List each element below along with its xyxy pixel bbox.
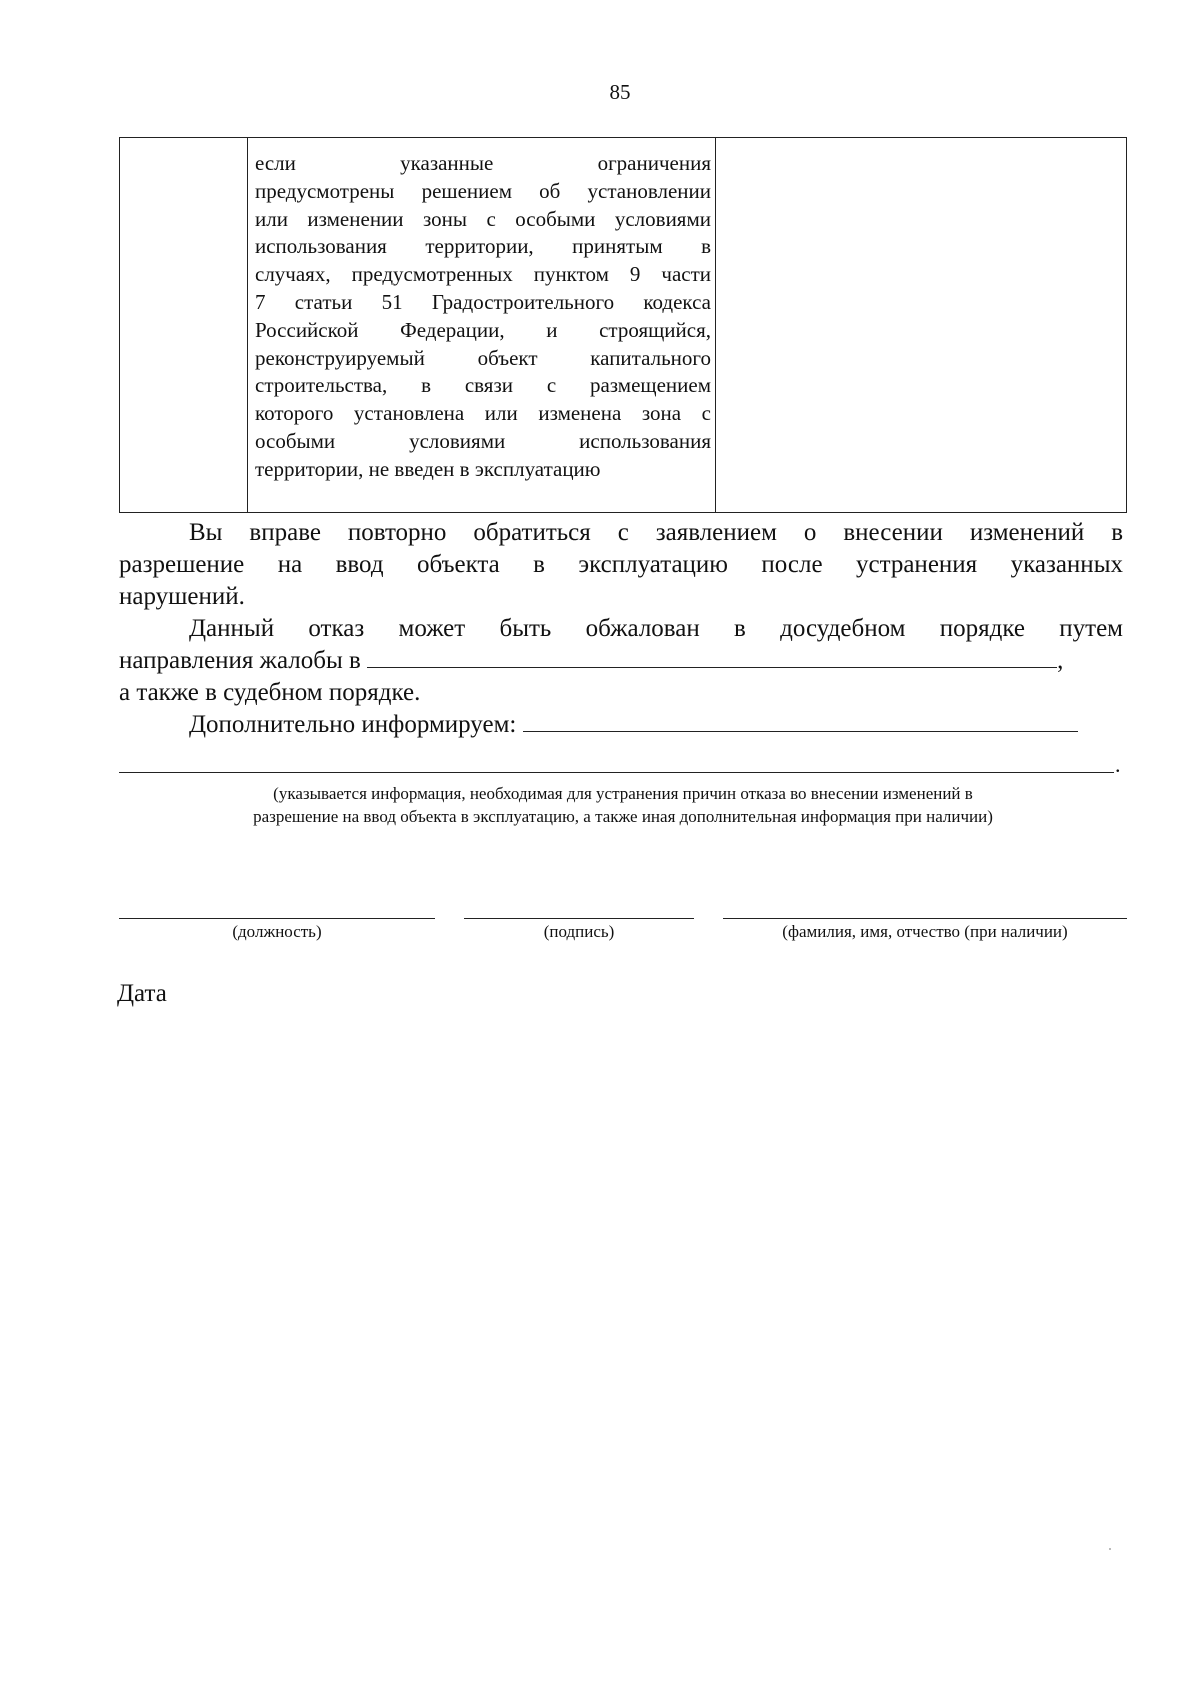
paragraph-line [119, 645, 1123, 677]
cell-line: Российской Федерации, и строящийся, [255, 317, 711, 342]
additional-info-full-line[interactable] [119, 772, 1114, 773]
cell-line: случаях, предусмотренных пунктом 9 части [255, 262, 711, 287]
paragraph-line: нарушений. [119, 583, 245, 610]
form-table [119, 137, 1127, 513]
date-label: Дата [117, 980, 167, 1007]
cell-line: особыми условиями использования [255, 428, 711, 453]
cell-line: если указанные ограничения [255, 151, 711, 175]
position-signature-line[interactable] [119, 918, 435, 919]
cell-line: территории, не введен в эксплуатацию [255, 456, 601, 481]
complaint-recipient-blank[interactable] [367, 647, 1057, 668]
signature-caption: (подпись) [543, 922, 615, 941]
paragraph-line: а также в судебном порядке. [119, 679, 421, 706]
name-caption: (фамилия, имя, отчество (при наличии) [782, 922, 1068, 941]
cell-line: строительства, в связи с размещением [255, 373, 711, 398]
appeal-paragraph [119, 613, 1123, 709]
cell-line: предусмотрены решением об установлении [255, 178, 711, 203]
reapply-paragraph [119, 517, 1123, 613]
full-line-period: . [1115, 752, 1121, 777]
paragraph-line [119, 709, 1123, 741]
position-caption: (должность) [232, 922, 322, 941]
cell-line: 7 статьи 51 Градостроительного кодекса [255, 289, 711, 314]
note-line: (указывается информация, необходимая для устранения причин отказа во внесении изменений в [273, 784, 973, 803]
cell-line: реконструируемый объект капитального [255, 345, 711, 370]
additional-info-note [119, 782, 1127, 828]
table-cell-reason-text [255, 150, 711, 484]
table-column-divider [715, 138, 716, 512]
appeal-line-comma: , [1057, 647, 1064, 674]
table-column-divider [247, 138, 248, 512]
additional-info-blank[interactable] [523, 711, 1078, 732]
paragraph-line: Данный отказ может быть обжалован в досудебном порядке путем [189, 615, 1123, 642]
cell-line: которого установлена или изменена зона с [255, 401, 711, 426]
paragraph-line: разрешение на ввод объекта в эксплуатацию после устранения указанных [119, 551, 1123, 578]
signature-line[interactable] [464, 918, 694, 919]
appeal-line-text: направления жалобы в [119, 647, 361, 674]
paragraph-line: Вы вправе повторно обратиться с заявлением о внесении изменений в [189, 519, 1123, 546]
cell-line: использования территории, принятым в [255, 234, 711, 259]
cell-line: или изменении зоны с особыми условиями [255, 206, 711, 231]
page-number: 85 [609, 80, 631, 104]
additional-info-label: Дополнительно информируем: [189, 711, 517, 738]
scan-speck [1109, 1548, 1111, 1550]
note-line: разрешение на ввод объекта в эксплуатацию, а также иная дополнительная информация при наличии) [253, 807, 993, 826]
additional-info-paragraph [119, 709, 1123, 741]
name-signature-line[interactable] [723, 918, 1127, 919]
